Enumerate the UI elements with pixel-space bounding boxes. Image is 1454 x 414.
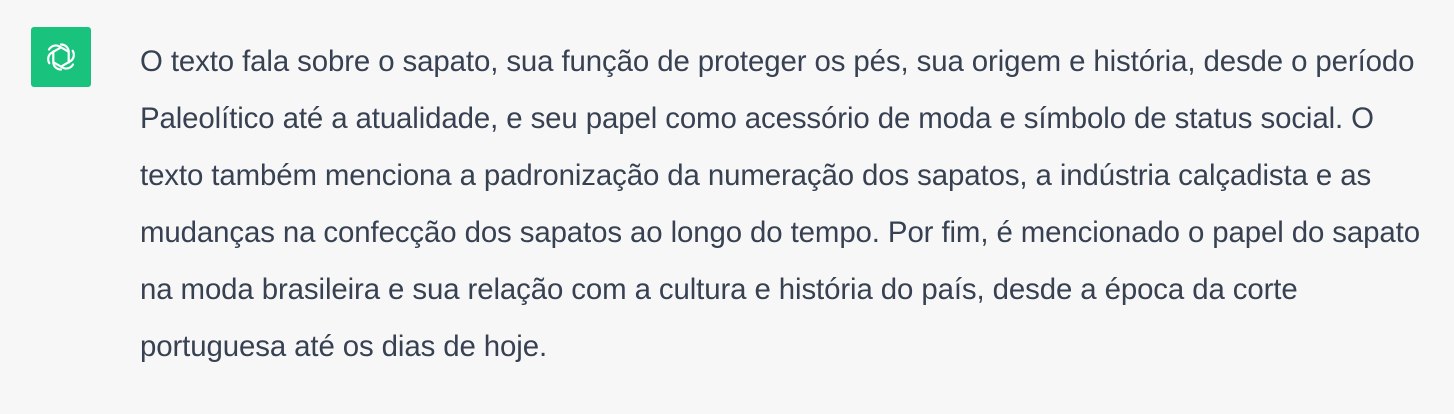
assistant-avatar <box>31 27 91 87</box>
assistant-message-text: O texto fala sobre o sapato, sua função de proteger os pés, sua origem e história, desde o período Paleolítico até a atualidade, e seu papel como acessório de moda e símbolo de status social. O texto também menciona a padronização da numeração dos sapatos, a indústria calçadista e as mudanças na confecção dos sapatos ao longo do tempo. Por fim, é mencionado o papel do sapato na moda brasileira e sua relação com a cultura e história do país, desde a época da corte portuguesa até os dias de hoje. <box>140 45 1420 363</box>
openai-logo-icon <box>41 37 81 77</box>
